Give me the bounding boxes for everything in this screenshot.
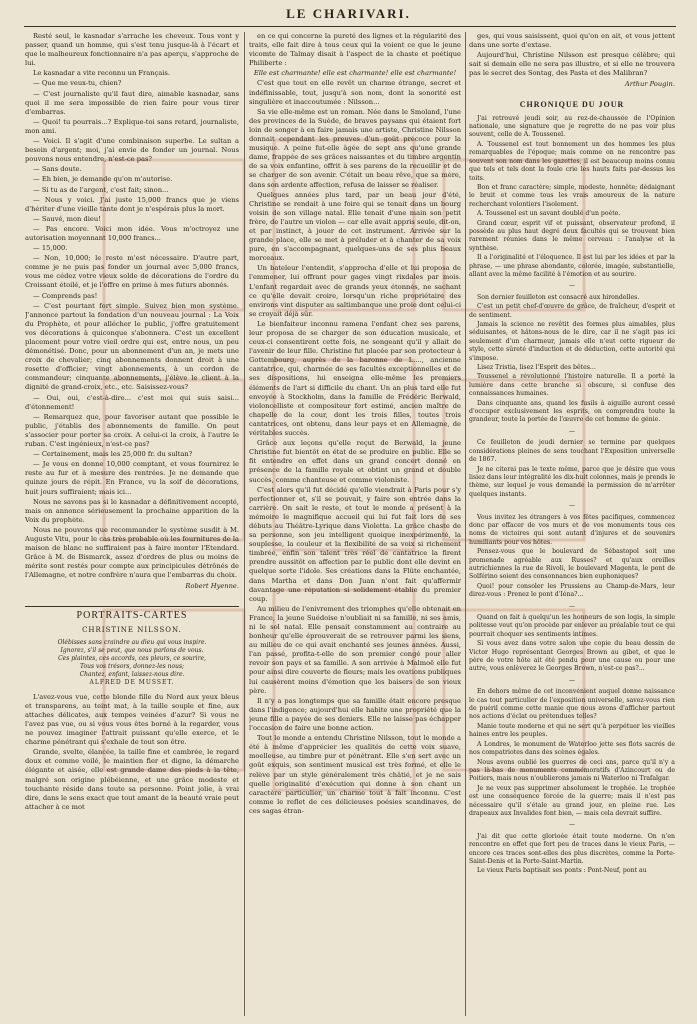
chronicle-block — [469, 294, 675, 425]
paragraph: Au milieu de l'enivrement des triomphes qu'elle obtenait en France, la jeune Suédoise n'oubliait ni sa famille, ni ses amis, ni le sol natal. Elle pensait constamment au contraire au bonheur qu'elle éprouverait de se retrouver parmi les siens, au milieu de ce qui avait enchanté ses jeunes années. Aussi, l'an passé, profita-t-elle de son premier congé pour aller revoir son pays et sa famille. A son arrivée à Malmoë elle fut pour ainsi dire couverte de fleurs; mais les ovations publiques lui causèrent moins d'émotion que les baisers de son vieux père. — [249, 604, 461, 695]
paragraph: En dehors même de cet inconvénient auquel donne naissance le cas tout particulier de l'exposition universelle, savez-vous rien de puéril comme cette manie que nous avons d'afficher partout nos actions d'éclat ou prétendues telles? — [469, 688, 675, 721]
paragraph: ges, qui vous saisissent, quoi qu'on en ait, et vous jettent dans une sorte d'extase. — [469, 32, 675, 50]
paragraph: Un bateleur l'entendit, s'approcha d'elle et lui proposa de l'emmener, lui offrant pour gages vingt rixdales par mois. L'enfant regardait avec de grands yeux étonnés, ne sachant ce qu'elle devait croire, lorsqu'un riche propriétaire des environs vint disputer au saltimbanque une proie dont celui-ci se croyait déjà sûr. — [249, 264, 461, 318]
chronicle-body — [469, 115, 675, 876]
paragraph: — Eh bien, je demande qu'on m'autorise. — [33, 175, 173, 184]
paragraph: Ce feuilleton de jeudi dernier se termine par quelques considérations pleines de sens touchant l'Exposition universelle de 1867. — [469, 439, 675, 464]
paragraph: Nous ne savons pas si le kasnadar a définitivement accepté, mais on annonce sérieusement la prochaine apparition de la Voix du prophète. — [25, 497, 239, 524]
separator-dash: — — [569, 676, 575, 684]
paragraph: Dans cinquante ans, quand les fusils à aiguille auront cessé d'occuper exclusivement les esprits, on comprendra toute la grandeur, toute la portée de l'œuvre de cet homme de génie. — [469, 399, 675, 424]
paragraph: Grand cœur, esprit vif et puissant, observateur profond, il possède au plus haut degré deux facultés qui se trouvent bien rarement réunies dans le même cerveau : l'analyse et la synthèse. — [469, 219, 675, 252]
paragraph: — Remarquez que, pour favoriser autant que possible le public, j'établis des abonnements de famille. On peut s'associer pour porter sa croix. A celui-ci la croix, à l'autre le ruban. C'est ingénieux, n'est-ce pas? — [25, 412, 239, 449]
paragraph: — Je vous en donne 10,000 comptant, et vous fournirez le reste au fur et à mesure des rentrées. Je ne demande que quinze jours de répit. En France, vu la soif de décorations, huit jours suffiraient; mais ici... — [25, 460, 239, 496]
chronicle-block — [469, 115, 675, 280]
paragraph: C'est que tout en elle revêt un charme étrange, secret et indéfinissable, tout, jusqu'à son nom, dont la sonorité est singulière et inaccoutumée : Nilsson... — [249, 79, 461, 106]
paragraph: Il n'y a pas longtemps que sa famille était encore presque dans l'indigence; aujourd'hui elle habite une propriété que la jeune fille a payée de ses deniers. Elle ne laisse pas échapper l'occasion de faire une bonne action. — [249, 696, 461, 733]
paragraph: C'est alors qu'il fut décidé qu'elle viendrait à Paris pour s'y perfectionner et, s'il se pouvait, y faire son entrée dans la carrière. On sait le reste, et tout le monde a présent à la mémoire le magnifique accueil qui lui fut fait lors de ses débuts au Théâtre-Lyrique dans Violetta. La grâce chaste de sa personne, son jeu intelligent quoique inexpérimenté, la souplesse, la couleur et la flexibilité de sa voix si richement timbrée, enfin son talent très réel de cantatrice la firent prendre aussitôt en affection par le public dont elle devint en quelque sorte l'idole. Ses créations dans la Flûte enchantée, dans Martha et dans Don Juan n'ont fait qu'affermir davantage une réputation si solidement établie du premier coup. — [249, 485, 461, 603]
epigraph-line: Olébisses sans craindre au dieu qui vous inspire. — [57, 638, 207, 646]
column-divider — [465, 32, 466, 1016]
paragraph: Nous avons oublié les guerres de ceci ans, parce qu'il n'y a pas là-bas de monuments commémoratifs d'Azincourt ou de Poitiers, mais nous n'oublierons jamais ni Waterloo ni Trafalgar. — [469, 758, 675, 783]
paragraph: Aujourd'hui, Christine Nilsson est presque célèbre; qui sait si demain elle ne sera pas illustre, et si elle ne trouvera pas le secret des Sontag, des Pasta et des Malibran? — [469, 51, 675, 78]
paragraph: A. Toussenel est un savant doublé d'un poète. — [477, 210, 621, 218]
chronicle-block — [469, 688, 675, 818]
separator-dash: — — [569, 282, 575, 290]
epigraph-line: Ces plaintes, ces accords, ces pleurs, ce sourire, — [58, 654, 206, 662]
paragraph: Tout le monde a entendu Christine Nilsson, tout le monde a été à même d'apprécier les qualités de cette voix suave, moelleuse, au timbre pur et pénétrant. Elle s'en sert avec un goût exquis, son sentiment musical est très formé, et elle le relève par un style généralement très châtié, et je ne sais quelle originalité d'exécution qui donne à son chant un caractère particulier, un charme tout à fait inconnu. C'est comme le reflet de ces délicieuses poésies scandinaves, de ces sagas étran- — [249, 734, 461, 815]
paragraph: — Comprends pas! — [33, 291, 98, 300]
paragraph: Le kasnadar a vite reconnu un Français. — [33, 69, 170, 78]
paragraph: A. Toussenel est tout bonnement un des hommes les plus remarquables de l'époque; mais comme on ne rencontre pas souvent son nom dans les gazettes, il est beaucoup moins connu que tels et tels dont la foule crie les hauts faits par-dessus les toits. — [469, 140, 675, 182]
paragraph: Quoi! pour consoler les Prussiens au Champ-de-Mars, leur direz-vous : Prenez le pont d'Iéna?... — [469, 582, 675, 599]
chronicle-block — [469, 833, 675, 876]
paragraph: — Quoi! tu pourrais...? Explique-toi sans retard, journaliste, mon ami. — [25, 117, 239, 135]
chronicle-title: CHRONIQUE DU JOUR — [519, 99, 625, 109]
column-right — [469, 32, 675, 1016]
paragraph: Toussenel a révolutionné l'histoire naturelle. Il a porté la lumière dans cette branche si obscure, si confuse des connaissances humaines. — [469, 373, 675, 398]
paragraph: — Si tu as de l'argent, c'est fait; sinon... — [33, 185, 169, 194]
paragraph: Pensez-vous que le boulevard de Sébastopol soit une promenade agréable aux Russes? et qu'aux oreilles autrichiennes la rue de Rivoli, le boulevard Magenta, le pont de Solférino soient des consonnances bien euphoniques? — [469, 548, 675, 581]
paragraph: L'avez-vous vue, cette blonde fille du Nord aux yeux bleus et transparens, au teint mat, à la taille souple et fine, aux attaches délicates, aux tempes veinées d'azur? Si vous ne l'avez pas vue, ou si vous vous êtes borné à la regarder, vous ne pouvez imaginer l'attrait puissant qu'elle exerce, et le charme pénétrant qui s'exhale de tout son être. — [25, 692, 239, 747]
quote-line: Elle est charmante! elle est charmante! elle est charmante! — [253, 69, 457, 78]
paragraph: — 15,000. — [33, 244, 68, 253]
paragraph: Resté seul, le kasnadar s'arrache les cheveux. Tous vont y passer, quand un homme, qui s'est tenu jusque-là à l'écart et que le malheureux fonctionnaire n'a pas aperçu, s'approche de lui. — [25, 32, 239, 68]
paragraph: Nous ne pouvons que recommander le système susdit à M. Auguste Vitu, pour le cas très probable où les fournitures de la maison de blanc ne suffiraient pas à faire monter l'Etendard. Grâce à M. de Bismarck, assez d'ordres de plus ou moins de mérite sont restés pour compte aux principicules détrônés de l'Allemagne, et notre confrère n'aura que l'embarras du choix. — [25, 525, 239, 580]
chronicle-block — [469, 439, 675, 499]
paragraph: Le bienfaiteur inconnu ramena l'enfant chez ses parens, leur proposa de se charger de son éducation musicale, et ceux-ci consentirent cette fois, ne songeant qu'il y allait de l'avenir de leur fille. Christine fut placée par son protecteur à Gottembourg, auprès de la baronne de L...., ancienne cantatrice, qui, charmée de ses facultés exceptionnelles et de ses dispositions, lui enseigna elle-même les premiers éléments de l'art si difficile du chant. Un an plus tard elle fut envoyée à Stockholm, dans la famille de Frédéric Berwald, violoncelliste et compositeur fort estimé, ancien maître de chapelle de la cour, dont les trois filles, toutes trois cantatrices, ont obtenu, dans leur pays et en Allemagne, de véritables succès. — [249, 319, 461, 438]
section-title: PORTRAITS-CARTES — [25, 606, 239, 620]
paragraph: Le vieux Paris baptisait ses ponts : Pont-Neuf, pont au — [477, 867, 647, 875]
paragraph: Sa vie elle-même est un roman. Née dans le Smoland, l'une des provinces de la Suède, de braves paysans qui étaient fort loin de songer à en faire jamais une artiste, Christine Nilsson donnait cependant les preuves d'un goût précoce pour la musique. A peine fut-elle âgée de sept ans qu'une grande dame, frappée de ses grâces naissantes et du timbre argentin de sa voix enfantine, offrit à ses parens de la recueillir et de se charger de son avenir. C'était un beau rêve, que sa mère, dans son ardente affection, refusa de laisser se réaliser. — [249, 107, 461, 189]
separator-dash: — — [569, 602, 575, 610]
paragraph: Grâce aux leçons qu'elle reçut de Berwald, la jeune Christine fut bientôt en état de se produire en public. Elle se fit entendre en effet dans un grand concert donné en présence de la famille royale et obtint un grand et double succès, comme chanteuse et comme violoniste. — [249, 439, 461, 484]
paragraph: — Oui, oui, c'est-à-dire... c'est moi qui suis saisi... d'étonnement! — [25, 393, 239, 411]
epigraph-line: Chantez, enfant, laissez-nous dire. — [79, 670, 185, 678]
paragraph: Quelques années plus tard, par un beau jour d'été, Christine se rendait à une foire qui se tenait dans un bourg voisin de son village natal. Elle tenait d'une main son petit frère, de l'autre un violon — car elle avait appris seule, dit-on, et par instinct, à jouer de cet instrument. Arrivée sur la grande place, elle se met à préluder et à chanter de sa voix pure, en s'accompagnant, quelques-uns de ses plus beaux morceaux. — [249, 190, 461, 263]
paragraph: J'ai dit que cette glorioée était toute moderne. On n'en rencontre en effet que fort peu de traces dans le vieux Paris, — encore ces traces sont-elles des plus discrètes, comme la Porte-Saint-Denis et la Porte-Saint-Martin. — [469, 832, 675, 865]
paragraph: Vous invitez les étrangers à vos fêtes pacifiques, commencez donc par effacer de vos murs et de vos monuments tous ces noms de victoires qui sont autant d'injures et de souvenirs humiliants pour vos hôtes. — [469, 513, 675, 546]
paragraph: — Que me veux-tu, chien? — [33, 79, 122, 88]
chronicle-block — [469, 614, 675, 674]
paragraph: — Non, 10,000; le reste m'est nécessaire. D'autre part, comme je ne puis pas fonder un journal avec 5,000 francs, vous me cédez votre vieux solde de décorations de l'ordre du Croissant étoilé, et je l'offre en prime à mes futurs abonnés. — [25, 254, 239, 290]
header-rule — [24, 26, 676, 27]
paragraph: A Londres, le monument de Waterloo jette ses flots sacrés de nos compatriotes dans des scènes égales. — [469, 740, 675, 757]
paragraph: — C'est journaliste qu'il faut dire, aimable kasnadar, sans quoi il me sera impossible de rien faire pour vous tirer d'embarras. — [25, 89, 239, 116]
paragraph: — Sauvé, mon dieu! — [33, 214, 101, 223]
paragraph: Lisez Tristia, lisez l'Esprit des bêtes... — [477, 364, 596, 372]
paragraph: Jamais la science ne revêtit des formes plus aimables, plus séduisantes, et hâtons-nous de le dire, car il ne s'agit pas ici seulement d'un charmeur, jamais elle n'eut cette rigueur de style, cette sûreté d'induction et de déduction, cette autorité qui s'impose. — [469, 321, 675, 362]
chronicle-block — [469, 514, 675, 600]
epigraph-attribution: ALFRED DE MUSSET. — [89, 678, 175, 686]
column-divider — [244, 32, 245, 1016]
epigraph-line: Tous vos trésors, donnez-les nous; — [79, 662, 185, 670]
paragraph: — Pas encore. Voici mon idée. Vous m'octroyez une autorisation moyennant 10,000 francs... — [25, 224, 239, 242]
paragraph: Grande, svelte, élancée, la taille fine et cambrée, le regard doux et comme voilé, le maintien fier et digne, la démarche élégante et aisée, elle est grande dame des pieds à la tête, malgré son origine plébéienne, et une grâce modeste et touchante réside dans toute sa personne. Point jolie, à vrai dire, dans le sens exact que tout amant de la beauté vraie peut attacher à ce mot — [25, 748, 239, 811]
paragraph: Je ne veux pas supprimer absolument le trophée. Le trophée est une conséquence forcée de la guerre; mais il n'est pas nécessaire qu'il s'étale au grand jour, en pleine rue. Les drapeaux aux Invalides font bien, — mais cela devrait suffire. — [469, 784, 675, 817]
paragraph: C'est un petit chef-d'œuvre de grâce, de fraîcheur, d'esprit et de sentiment. — [469, 303, 675, 319]
paragraph: — C'est pourtant fort simple. Suivez bien mon système. J'annonce partout la fondation d'un nouveau journal : La Voix du Prophète, et pour allécher le public, j'offre gratuitement vos décorations à quiconque s'abonnera. C'est un excellent placement pour votre vieil ordre qui est, entre nous, un peu démonétisé. Donc, pour un abonnement d'un an, je mets une croix de chevalier; cinq abonnements donnent droit à une rosette d'officier; vingt abonnements, à un cordon de commandeur; cinquante abonnements, j'élève le client à la dignité de grand-croix, etc., etc. Saisissez-vous? — [25, 301, 239, 392]
paragraph: Si vous avez dans votre salon une copie du beau dessin de Victor Hugo représentant Georges Brown au gibet, et que le père de votre hôte ait été pendu pour une cause ou pour une autre, vous enlèverez le Georges Brown, n'est-ce pas?... — [469, 640, 675, 673]
column-middle — [249, 32, 461, 1016]
signature: Arthur Pougin. — [624, 80, 675, 89]
paragraph: — Sans doute. — [33, 165, 82, 174]
paragraph: Il a l'originalité et l'éloquence. Il est lui par les idées et par la phrase, — une phrase abondante, colorée, imagée, substantielle, allant avec la même facilité à l'émotion et au sourire. — [469, 254, 675, 278]
paragraph: en ce qui concerne la pureté des lignes et la régularité des traits, elle fait dire à tous ceux qui la voient ce que le jeune vicomte de Talmay disait à l'aspect de la chaste et poétique Philiberte : — [249, 32, 461, 68]
paragraph: Quand on fait à quelqu'un les honneurs de son logis, la simple politesse veut qu'on procède par enlever au préalable tout ce qui pourrait choquer ses sentiments intimes. — [469, 614, 675, 638]
paragraph: Manie toute moderne et qui ne sert qu'à perpétuer les vieilles haines entre les peuples. — [469, 722, 675, 739]
epigraph — [25, 639, 239, 687]
article-subtitle: CHRISTINE NILSSON. — [82, 625, 182, 634]
paragraph: Bon et franc caractère; simple, modeste, honnête; dédaignant le bruit et comme tous les vrais amoureux de la nature recherchant volontiers l'isolement. — [469, 183, 675, 208]
separator-dash: — — [569, 427, 575, 435]
paragraph: — Certainement, mais les 25,000 fr. du sultan? — [33, 450, 193, 459]
column-left — [25, 32, 239, 1016]
signature: Robert Hyenne. — [185, 582, 239, 591]
epigraph-line: Ignorez, s'il se peut, que nous parlons de vous. — [60, 646, 204, 654]
paragraph: — Voici. Il s'agit d'une combinaison superbe. Le sultan a besoin d'argent; moi, j'ai envie de fonder un journal. Nous pouvons nous entendre, n'est-ce pas? — [25, 137, 239, 164]
paragraph: Je ne citerai pas le texte même, parce que je désire que vous lisiez dans leur intégralité les dix-huit colonnes, mais je prends le thème, sur lequel je vous demande la permission de m'arrêter quelques instants. — [469, 465, 675, 498]
separator-dash: — — [569, 821, 575, 829]
kasnadar-story — [25, 32, 239, 592]
paragraph: — Nous y voici. J'ai juste 15,000 francs que je viens d'hériter d'une vieille tante dont je n'espérais plus la mort. — [25, 195, 239, 213]
paragraph: Son dernier feuilleton est consacré aux hirondelles. — [477, 293, 640, 301]
masthead: LE CHARIVARI. — [286, 6, 411, 21]
paragraph: J'ai retrouvé jeudi soir, au rez-de-chaussée de l'Opinion nationale, une signature que je regrette de ne pas voir plus souvent, celle de A. Toussenel. — [469, 114, 675, 139]
separator-dash: — — [569, 502, 575, 510]
